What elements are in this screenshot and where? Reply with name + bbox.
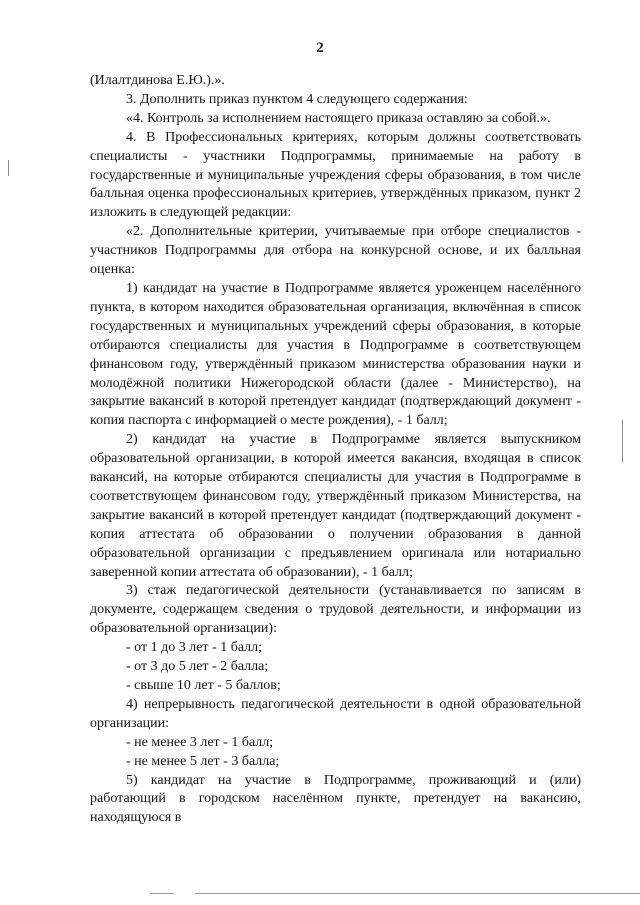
page-number: 2 — [316, 40, 324, 56]
scan-artifact-mark — [8, 160, 9, 176]
paragraph-continuation: (Илалтдинова Е.Ю.).». — [90, 73, 225, 88]
paragraph-item-3-text: «4. Контроль за исполнением настоящего приказа оставляю за собой.». — [126, 110, 551, 126]
paragraph-item-4: 4. В Профессиональных критериях, которым должны соответствовать специалисты - участники Подпрограммы, принимаемые на работу в государственные и муниципальные учреждения сферы образования, в том числе балльная оценка профессиональных критериев, утверждённых приказом, пункт 2 изложить в следующей редакции: — [90, 129, 581, 221]
paragraph-criterion-5: 5) кандидат на участие в Подпрограмме, проживающий и (или) работающий в городском населённом пункте, претендует на вакансию, находящуюся в — [90, 772, 581, 826]
list-item: - от 3 до 5 лет - 2 балла; — [126, 659, 269, 675]
list-item: - свыше 10 лет - 5 баллов; — [126, 678, 281, 693]
paragraph-criterion-4: 4) непрерывность педагогической деятельности в одной образовательной организации: — [90, 696, 581, 731]
paragraph-criterion-1: 1) кандидат на участие в Подпрограмме является уроженцем населённого пункта, в котором находится образовательная организация, включённая в список государственных и муниципальных учреждений сферы образования, в которые отбираются специалисты для участия в Подпрограмме в соответствующем финансовом году, утверждённый приказом министерства образования науки и молодёжной политики Нижегородской области (далее - Министерство), на закрытие вакансий в которой претендует кандидат (подтверждающий документ - копия паспорта с информацией о месте рождения), - 1 балл; — [90, 280, 581, 429]
list-item: - не менее 5 лет - 3 балла; — [126, 753, 280, 769]
scan-artifact-line — [150, 893, 174, 894]
paragraph-item-3: 3. Дополнить приказ пунктом 4 следующего содержания: — [126, 91, 468, 107]
document-body — [90, 72, 581, 828]
list-item: - от 1 до 3 лет - 1 балл; — [126, 640, 263, 656]
scan-artifact-mark — [622, 420, 623, 462]
paragraph-criteria-intro: «2. Дополнительные критерии, учитываемые при отборе специалистов - участников Подпрограммы для отбора на конкурсной основе, и их балльная оценка: — [90, 224, 581, 278]
list-item: - не менее 3 лет - 1 балл; — [126, 734, 274, 750]
paragraph-criterion-2: 2) кандидат на участие в Подпрограмме является выпускником образовательной организации, в которой имеется вакансия, входящая в список вакансий, на которые отбираются специалисты для участия в Подпрограмме в соответствующем финансовом году, утверждённый приказом Министерства, на закрытие вакансий в которой претендует кандидат (подтверждающий документ - копия аттестата об образовании о получении образования в данной образовательной организации с предъявлением оригинала или нотариально заверенной копии аттестата об образовании), - 1 балл; — [90, 432, 581, 580]
paragraph-criterion-3: 3) стаж педагогической деятельности (устанавливается по записям в документе, содержащем сведения о трудовой деятельности, и информации из образовательной организации): — [90, 583, 581, 637]
scan-artifact-line — [195, 893, 640, 894]
